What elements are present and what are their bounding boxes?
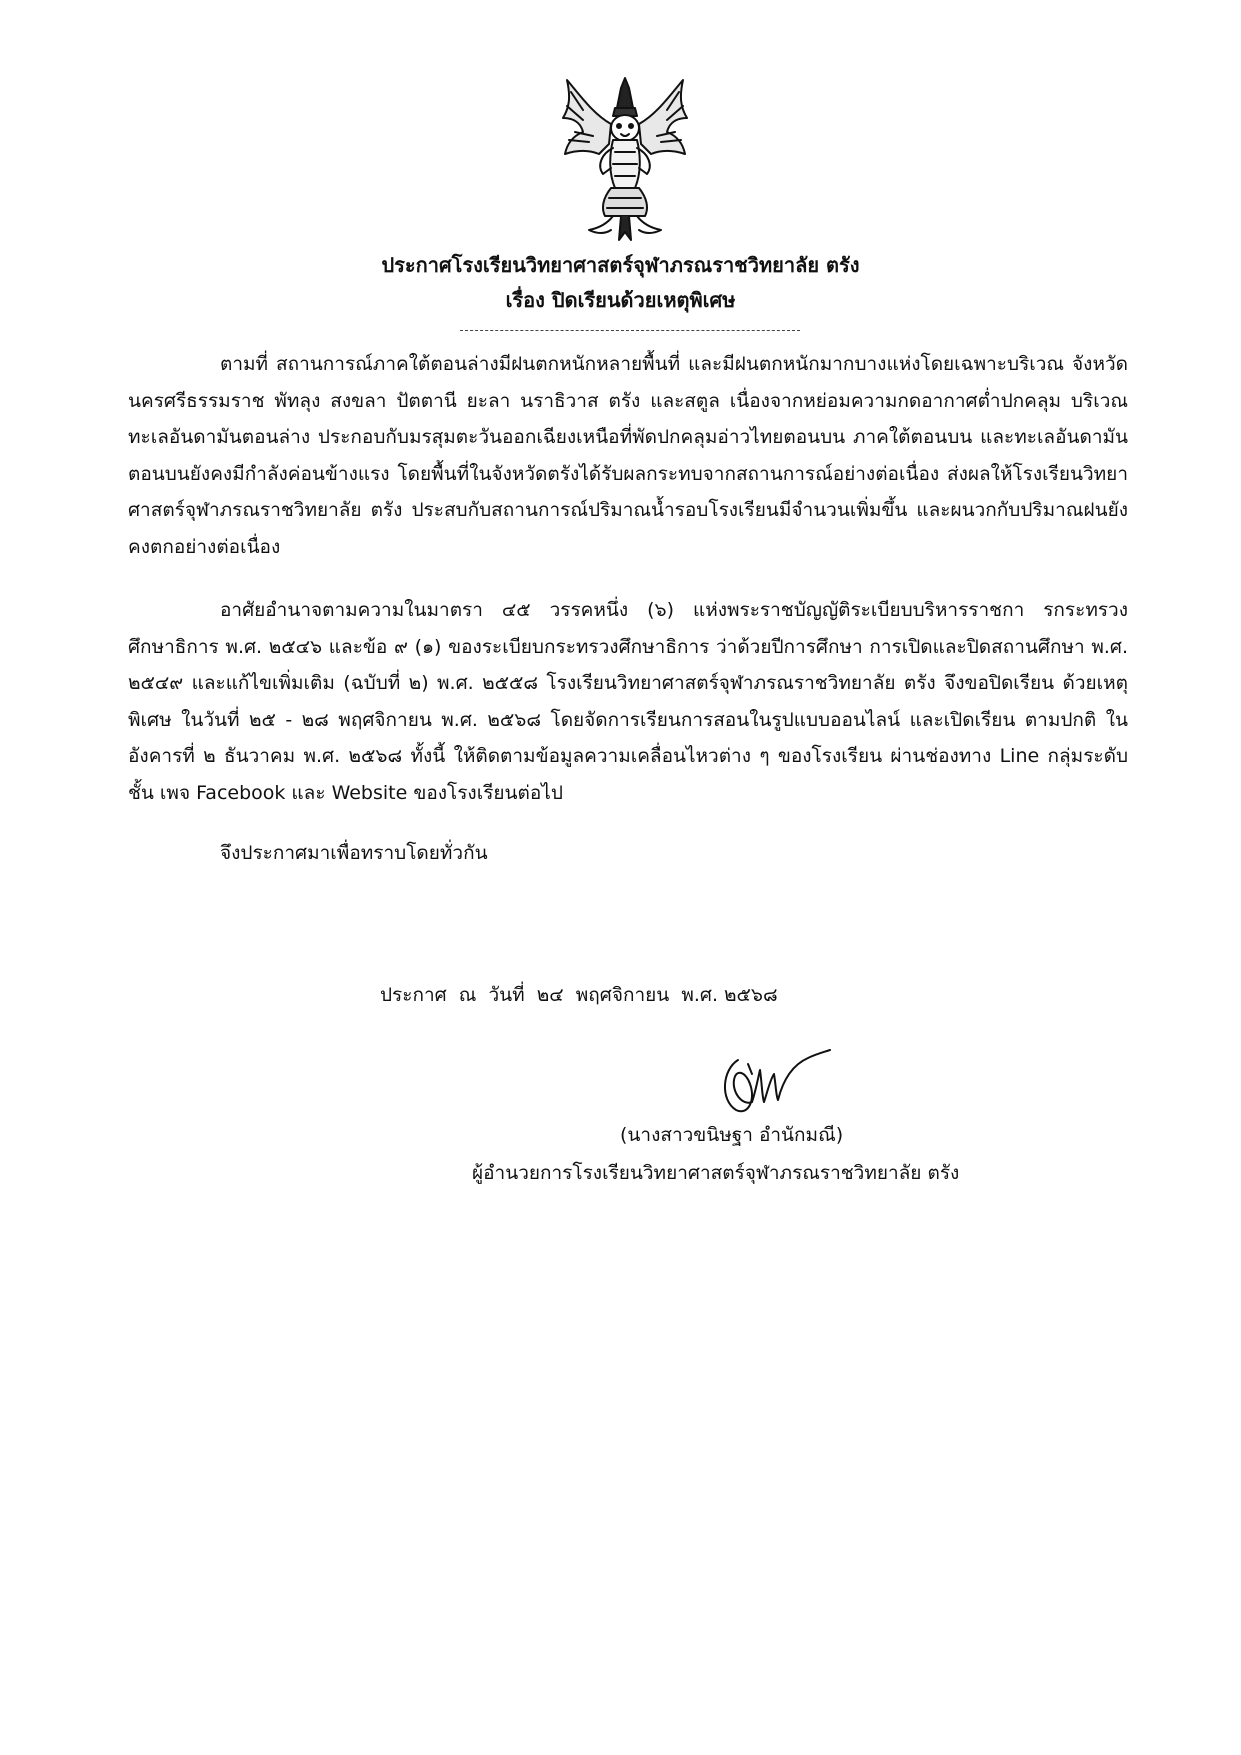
- signer-name: (นางสาวขนิษฐา อำนักมณี): [620, 1124, 844, 1146]
- garuda-emblem-icon: [553, 74, 697, 244]
- handwritten-signature-icon: [712, 1040, 832, 1120]
- announcement-title: ประกาศโรงเรียนวิทยาศาสตร์จุฬาภรณราชวิทยาลัย ตรัง: [381, 253, 860, 277]
- announcement-subject: เรื่อง ปิดเรียนด้วยเหตุพิเศษ: [505, 288, 736, 312]
- body-paragraph-3: จึงประกาศมาเพื่อทราบโดยทั่วกัน: [220, 842, 488, 864]
- signer-position: ผู้อำนวยการโรงเรียนวิทยาศาสตร์จุฬาภรณราชวิทยาลัย ตรัง: [472, 1162, 960, 1184]
- issue-date: ประกาศ ณ วันที่ ๒๔ พฤศจิกายน พ.ศ. ๒๕๖๘: [380, 984, 778, 1006]
- body-paragraph-1: ตามที่ สถานการณ์ภาคใต้ตอนล่างมีฝนตกหนักหลายพื้นที่ และมีฝนตกหนักมากบางแห่งโดยเฉพาะบริเวณ จังหวัดนครศรีธรรมราช พัทลุง สงขลา ปัตตานี ยะลา นราธิวาส ตรัง และสตูล เนื่องจากหย่อมความกดอากาศต่ำปกคลุม บริเวณทะเลอันดามันตอนล่าง ประกอบกับมรสุมตะวันออกเฉียงเหนือที่พัดปกคลุมอ่าวไทยตอนบน ภาคใต้ตอนบน และทะเลอันดามันตอนบนยังคงมีกำลังค่อนข้างแรง โดยพื้นที่ในจังหวัดตรังได้รับผลกระทบจากสถานการณ์อย่างต่อเนื่อง ส่งผลให้โรงเรียนวิทยาศาสตร์จุฬาภรณราชวิทยาลัย ตรัง ประสบกับสถานการณ์ปริมาณน้ำรอบโรงเรียนมีจำนวนเพิ่มขึ้น และผนวกกับปริมาณฝนยังคงตกอย่างต่อเนื่อง: [128, 353, 1128, 558]
- title-separator: [460, 330, 800, 331]
- body-paragraph-2: อาศัยอำนาจตามความในมาตรา ๔๕ วรรคหนึ่ง (๖) แห่งพระราชบัญญัติระเบียบบริหารราชกา รกระทรวง ศึกษาธิการ พ.ศ. ๒๕๔๖ และข้อ ๙ (๑) ของระเบียบกระทรวงศึกษาธิการ ว่าด้วยปีการศึกษา การเปิดและปิดสถานศึกษา พ.ศ. ๒๕๔๙ และแก้ไขเพิ่มเติม (ฉบับที่ ๒) พ.ศ. ๒๕๕๘ โรงเรียนวิทยาศาสตร์จุฬาภรณราชวิทยาลัย ตรัง จึงขอปิดเรียน ด้วยเหตุพิเศษ ในวันที่ ๒๕ - ๒๘ พฤศจิกายน พ.ศ. ๒๕๖๘ โดยจัดการเรียนการสอนในรูปแบบออนไลน์ และเปิดเรียน ตามปกติ ในอังคารที่ ๒ ธันวาคม พ.ศ. ๒๕๖๘ ทั้งนี้ ให้ติดตามข้อมูลความเคลื่อนไหวต่าง ๆ ของโรงเรียน ผ่านช่องทาง Line กลุ่มระดับชั้น เพจ Facebook และ Website ของโรงเรียนต่อไป: [128, 599, 1128, 804]
